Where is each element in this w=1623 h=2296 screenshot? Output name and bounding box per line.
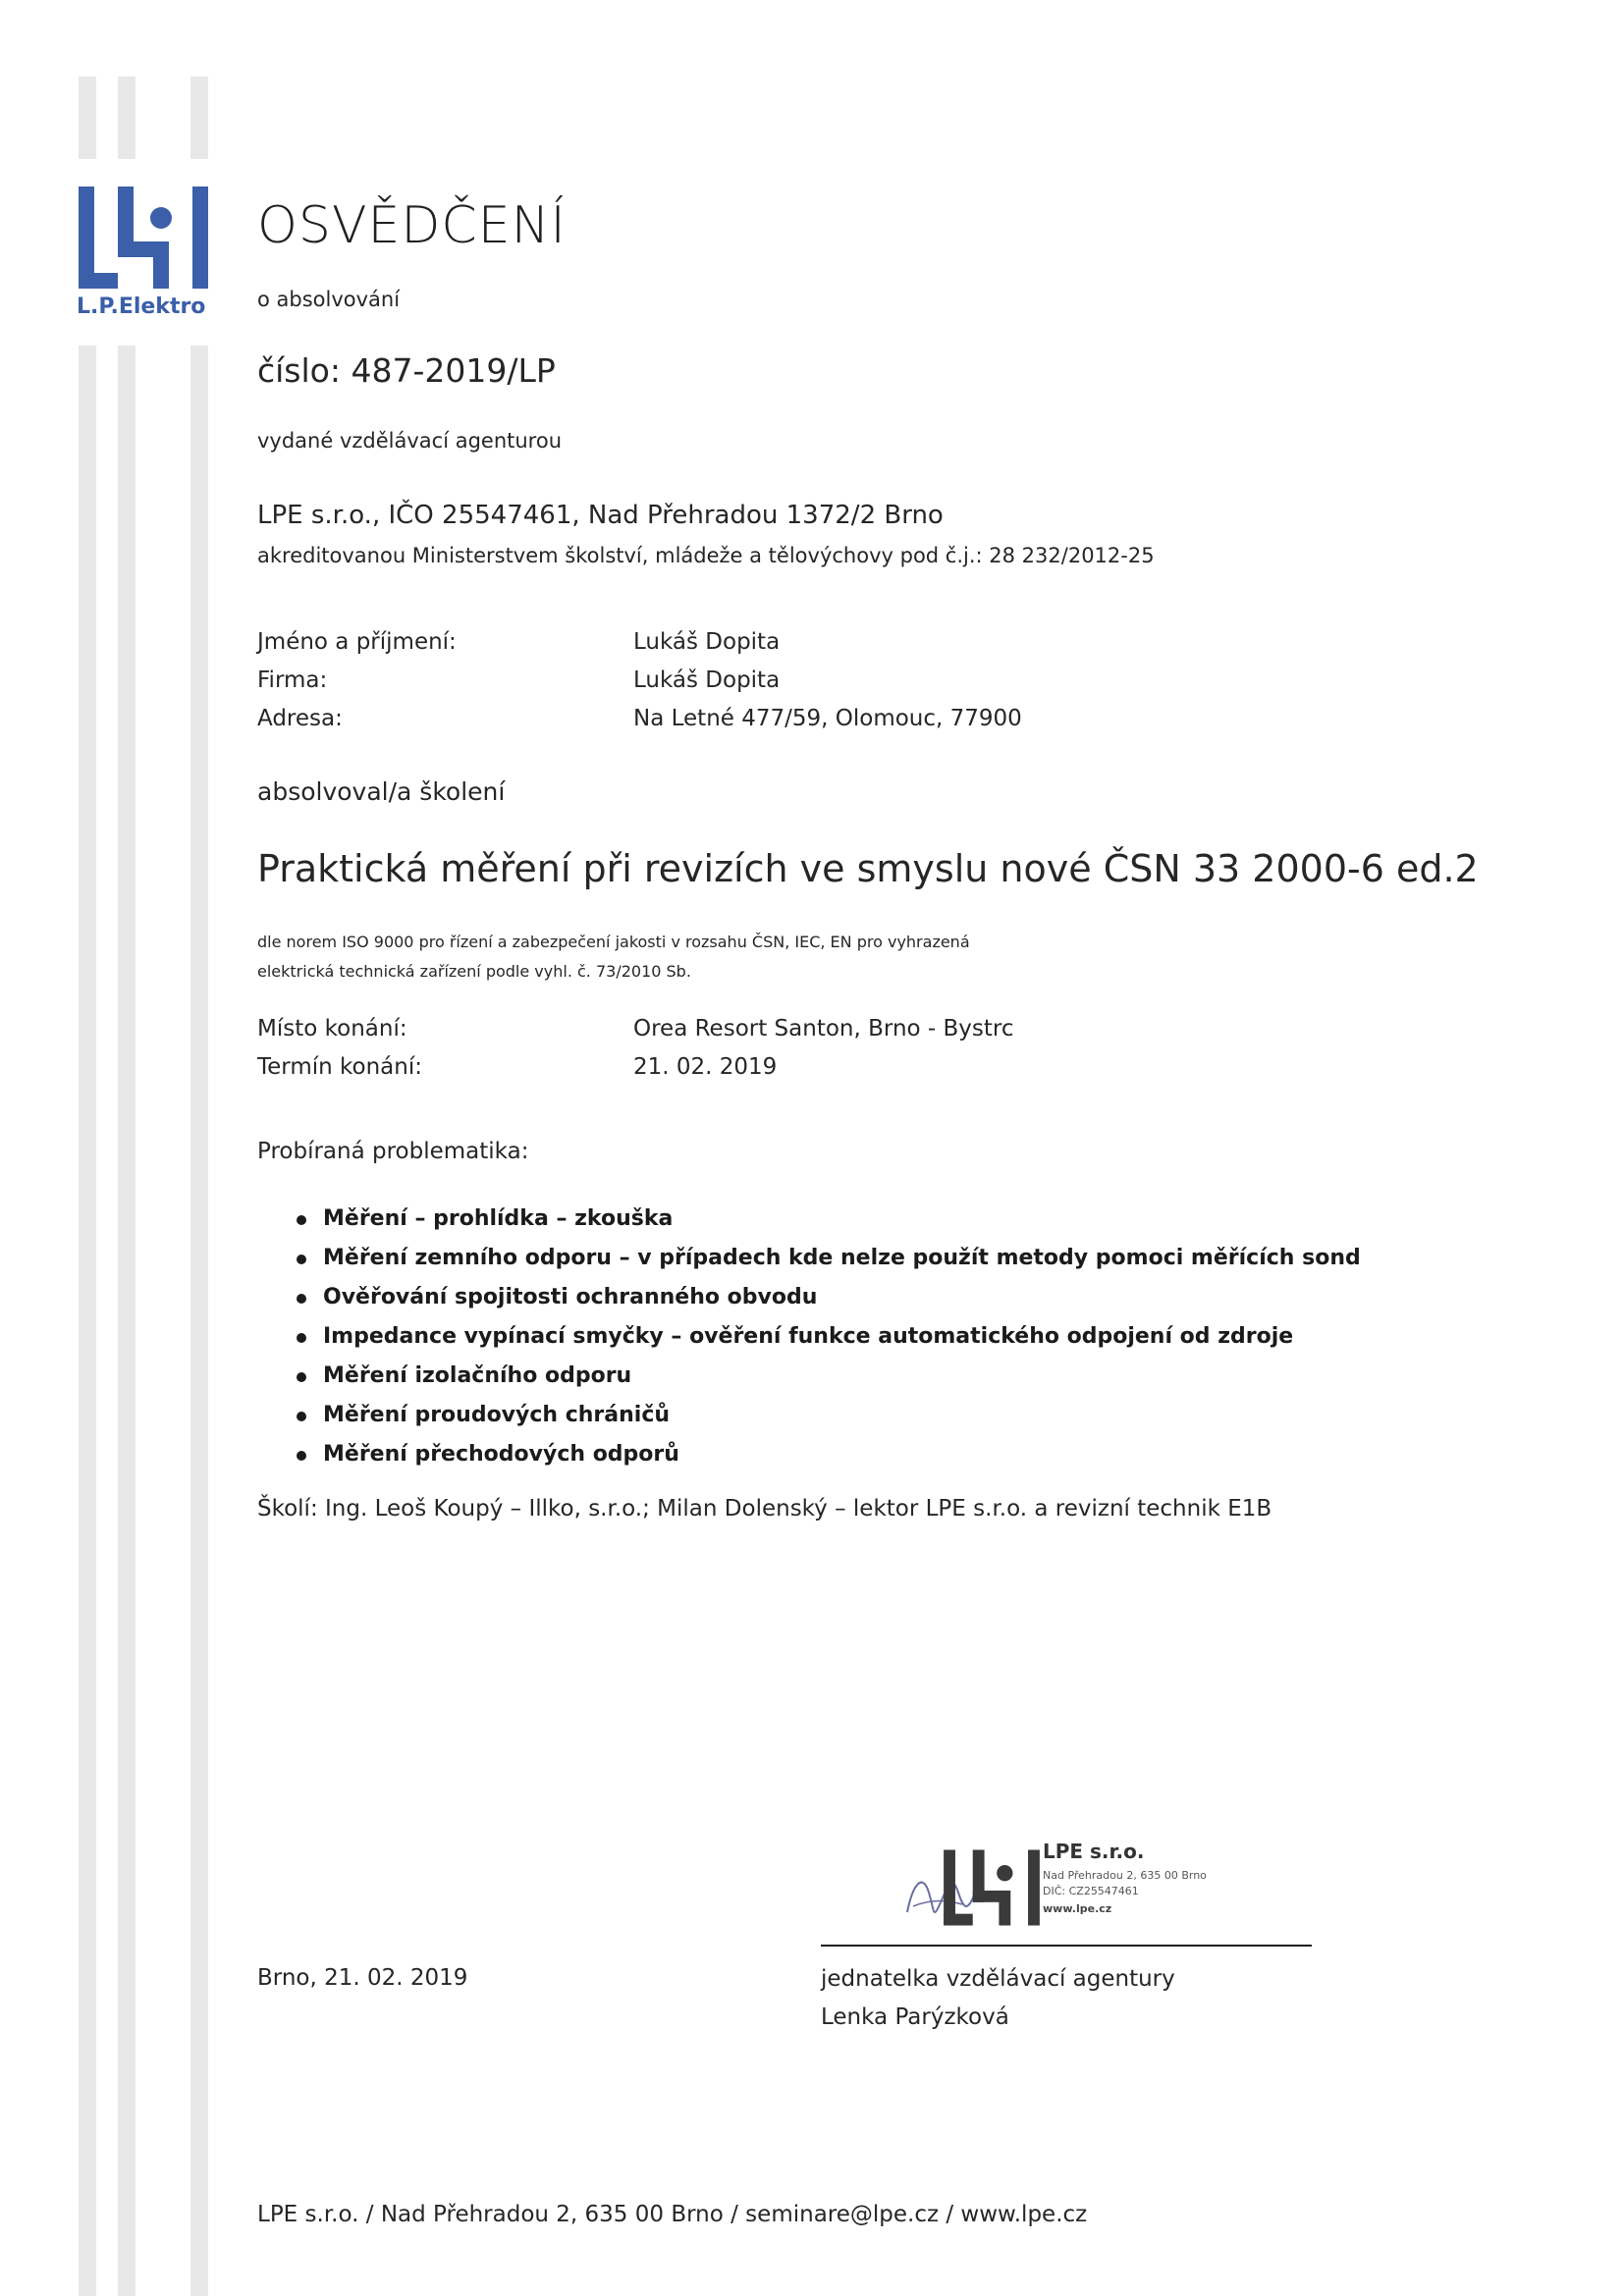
place-label: Místo konání: (257, 1016, 407, 1041)
issuer-info: LPE s.r.o., IČO 25547461, Nad Přehradou 1372/2 Brno (257, 501, 944, 530)
stamp-logo-icon (933, 1848, 1051, 1927)
stripe (79, 346, 96, 2296)
list-item: Měření zemního odporu – v případech kde nelze použít metody pomoci měřících sond (323, 1239, 1361, 1278)
stamp-address: Nad Přehradou 2, 635 00 Brno (1043, 1869, 1207, 1882)
signature-place-date: Brno, 21. 02. 2019 (257, 1965, 468, 1991)
address-label: Adresa: (257, 706, 343, 731)
list-item: Ověřování spojitosti ochranného obvodu (323, 1278, 1361, 1317)
stamp-web: www.lpe.cz (1043, 1902, 1112, 1915)
list-item: Měření izolačního odporu (323, 1357, 1361, 1396)
list-item: Měření – prohlídka – zkouška (323, 1200, 1361, 1239)
stripe (118, 346, 135, 2296)
certificate-number: číslo: 487-2019/LP (257, 351, 556, 390)
logo-wordmark: L.P.Elektro (77, 294, 206, 319)
lpe-logo-mark-icon (77, 185, 210, 291)
completed-label: absolvoval/a školení (257, 777, 506, 806)
signature-name: Lenka Parýzková (821, 2004, 1009, 2030)
list-item: Měření přechodových odporů (323, 1435, 1361, 1474)
company-value: Lukáš Dopita (633, 667, 781, 693)
list-item: Měření proudových chráničů (323, 1396, 1361, 1435)
stripe (190, 77, 208, 159)
stamp-vat: DIČ: CZ25547461 (1043, 1885, 1139, 1897)
norm-text-line-2: elektrická technická zařízení podle vyhl. č. 73/2010 Sb. (257, 962, 691, 981)
signature-role: jednatelka vzdělávací agentury (821, 1966, 1175, 1992)
signature-line (821, 1945, 1312, 1947)
course-title: Praktická měření při revizích ve smyslu nové ČSN 33 2000-6 ed.2 (257, 847, 1479, 890)
company-logo (77, 185, 214, 327)
topics-label: Probíraná problematika: (257, 1139, 529, 1164)
company-stamp (903, 1834, 1237, 1932)
topics-list (290, 1200, 1361, 1474)
norm-text-line-1: dle norem ISO 9000 pro řízení a zabezpečení jakosti v rozsahu ČSN, IEC, EN pro vyhrazená (257, 933, 970, 951)
name-value: Lukáš Dopita (633, 629, 781, 655)
list-item: Impedance vypínací smyčky – ověření funkce automatického odpojení od zdroje (323, 1317, 1361, 1357)
stripe (190, 346, 208, 2296)
stripe (118, 77, 135, 159)
accreditation-text: akreditovanou Ministerstvem školství, mládeže a tělovýchovy pod č.j.: 28 232/2012-25 (257, 544, 1155, 567)
lecturers-text: Školí: Ing. Leoš Koupý – Illko, s.r.o.; Milan Dolenský – lektor LPE s.r.o. a revizní technik E1B (257, 1496, 1272, 1522)
stripe (79, 77, 96, 159)
place-value: Orea Resort Santon, Brno - Bystrc (633, 1016, 1014, 1041)
name-label: Jméno a příjmení: (257, 629, 457, 655)
issued-by-label: vydané vzdělávací agenturou (257, 429, 563, 453)
company-label: Firma: (257, 667, 328, 693)
document-title: OSVĚDČENÍ (257, 196, 567, 255)
date-value: 21. 02. 2019 (633, 1054, 778, 1080)
document-subtitle: o absolvování (257, 288, 401, 311)
date-label: Termín konání: (257, 1054, 422, 1080)
stamp-company: LPE s.r.o. (1043, 1840, 1145, 1863)
address-value: Na Letné 477/59, Olomouc, 77900 (633, 706, 1022, 731)
footer-contact: LPE s.r.o. / Nad Přehradou 2, 635 00 Brno / seminare@lpe.cz / www.lpe.cz (257, 2202, 1088, 2227)
